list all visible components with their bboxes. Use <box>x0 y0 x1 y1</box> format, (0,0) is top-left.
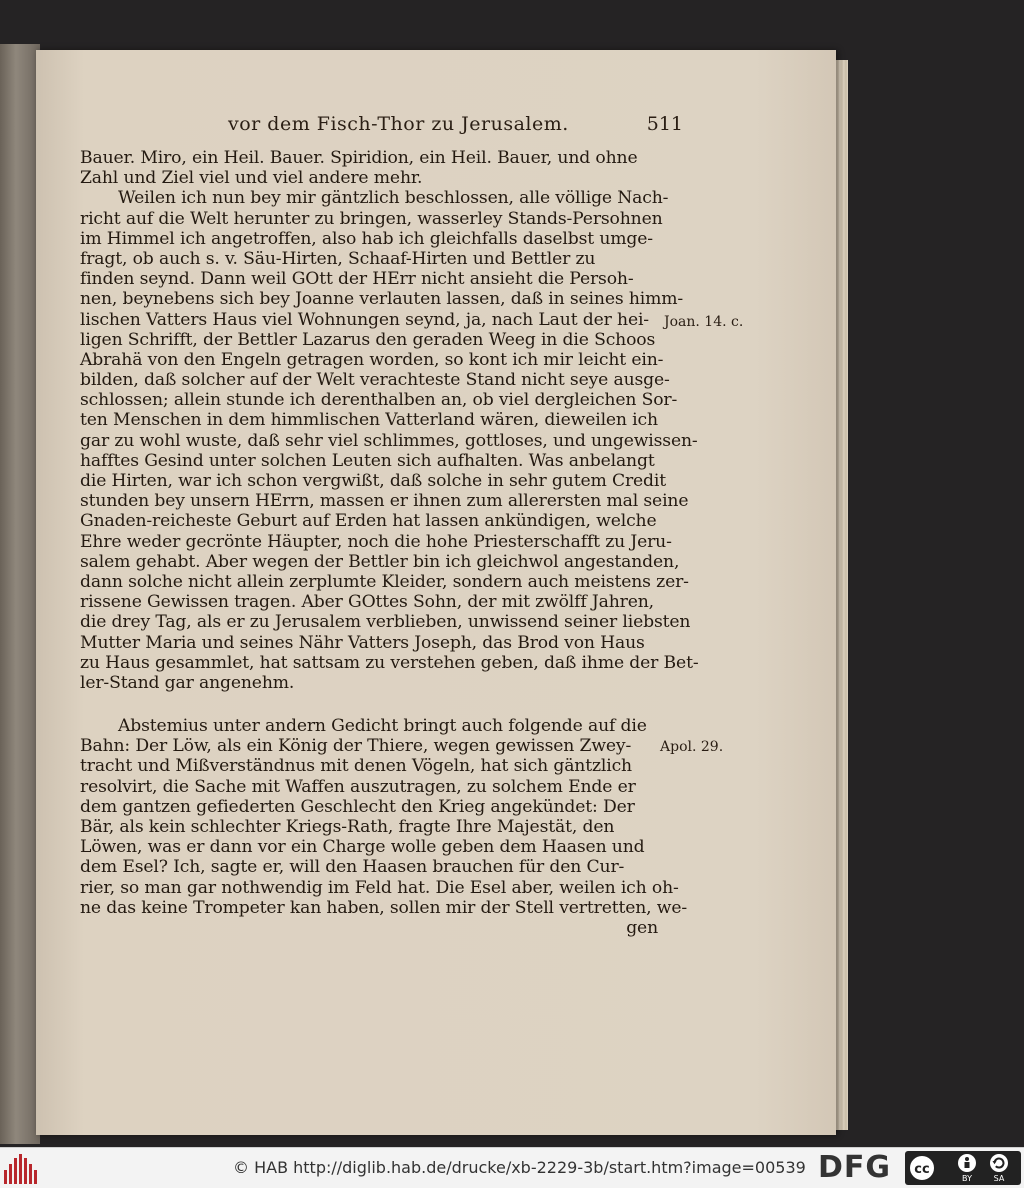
text-line: zu Haus gesammlet, hat sattsam zu verstehen geben, daß ihme der Bet- <box>80 652 699 673</box>
text-line: Bauer. Miro, ein Heil. Bauer. Spiridion, ein Heil. Bauer, und ohne <box>80 148 638 168</box>
text-line: Mutter Maria und seines Nähr Vatters Joseph, das Brod von Haus <box>80 632 645 653</box>
text-line: im Himmel ich angetroffen, also hab ich gleichfalls daselbst umge- <box>80 228 653 249</box>
text-line: Gnaden-reicheste Geburt auf Erden hat lassen ankündigen, welche <box>80 511 657 532</box>
catchword: gen <box>626 917 658 938</box>
text-line: nen, beynebens sich bey Joanne verlauten lassen, daß in seines himm- <box>80 289 684 310</box>
text-line: Löwen, was er dann vor ein Charge wolle geben dem Haasen und <box>80 837 645 858</box>
text-line: dem gantzen gefiederten Geschlecht den Krieg angekündet: Der <box>80 796 635 817</box>
text-line: die Hirten, war ich schon vergwißt, daß solche in sehr gutem Credit <box>80 471 666 491</box>
text-line: Bär, als kein schlechter Kriegs-Rath, fragte Ihre Majestät, den <box>80 817 615 837</box>
margin-note-joan: Joan. 14. c. <box>664 314 744 330</box>
text-line: rissene Gewissen tragen. Aber GOttes Sohn, der mit zwölff Jahren, <box>80 592 654 613</box>
text-line: ligen Schrifft, der Bettler Lazarus den geraden Weeg in die Schoos <box>80 329 656 350</box>
text-line: finden seynd. Dann weil GOtt der HErr nicht ansieht die Persoh- <box>80 269 634 290</box>
text-line: richt auf die Welt herunter zu bringen, wasserley Stands-Persohnen <box>80 208 663 229</box>
text-line: fragt, ob auch s. v. Säu-Hirten, Schaaf-Hirten und Bettler zu <box>80 248 596 269</box>
sa-label: SA <box>993 1174 1005 1183</box>
text-line: Bahn: Der Löw, als ein König der Thiere, wegen gewissen Zwey- <box>80 736 632 757</box>
text-line: schlossen; allein stunde ich derenthalben an, ob viel dergleichen Sor- <box>80 390 678 411</box>
paragraph-1 <box>80 148 670 188</box>
running-head <box>228 113 683 143</box>
text-line: stunden bey unsern HErrn, massen er ihnen zum allerersten mal seine <box>80 491 689 512</box>
by-label: BY <box>962 1174 972 1183</box>
text-line: die drey Tag, als er zu Jerusalem verblieben, unwissend seiner liebsten <box>80 612 691 633</box>
paragraph-3 <box>80 716 688 918</box>
paragraph-2 <box>80 188 699 693</box>
by-icon <box>958 1154 976 1172</box>
text-line: Abstemius unter andern Gedicht bringt auch folgende auf die <box>118 716 647 737</box>
text-line: lischen Vatters Haus viel Wohnungen seynd, ja, nach Laut der hei- <box>80 309 649 330</box>
viewer-footer <box>0 1147 1024 1188</box>
text-line: Ehre weder gecrönte Häupter, noch die hohe Priesterschafft zu Jeru- <box>80 531 672 552</box>
text-line: hafftes Gesind unter solchen Leuten sich aufhalten. Was anbelangt <box>80 450 655 471</box>
text-line: tracht und Mißverständnus mit denen Vögeln, hat sich gäntzlich <box>80 756 632 777</box>
text-line: Abrahä von den Engeln getragen worden, so kont ich mir leicht ein- <box>80 349 664 370</box>
cc-by-sa-badge[interactable] <box>905 1151 1021 1185</box>
text-line: rier, so man gar nothwendig im Feld hat. Die Esel aber, weilen ich oh- <box>80 877 679 898</box>
page-number: 511 <box>646 113 683 135</box>
text-line: ten Menschen in dem himmlischen Vatterland wären, dieweilen ich <box>80 410 658 431</box>
text-line: dem Esel? Ich, sagte er, will den Haasen brauchen für den Cur- <box>80 857 625 878</box>
text-line: gar zu wohl wuste, daß sehr viel schlimmes, gottloses, und ungewissen- <box>80 430 698 451</box>
text-line: dann solche nicht allein zerplumte Kleider, sondern auch meistens zer- <box>80 571 689 592</box>
text-line: Zahl und Ziel viel und viel andere mehr. <box>80 168 423 189</box>
hab-logo <box>4 1152 40 1184</box>
sa-icon <box>990 1154 1008 1172</box>
svg-text:cc: cc <box>914 1162 930 1177</box>
text-line: bilden, daß solcher auf der Welt verachteste Stand nicht seye ausge- <box>80 370 670 391</box>
dfg-logo[interactable]: DFG <box>818 1150 892 1185</box>
copyright-link[interactable]: © HAB http://diglib.hab.de/drucke/xb-2229-3b/start.htm?image=00539 <box>233 1158 806 1177</box>
text-line: salem gehabt. Aber wegen der Bettler bin ich gleichwol angestanden, <box>80 551 680 572</box>
text-line: ne das keine Trompeter kan haben, sollen mir der Stell vertretten, we- <box>80 897 688 918</box>
cc-icon <box>909 1155 935 1181</box>
text-line: Weilen ich nun bey mir gäntzlich beschlossen, alle völlige Nach- <box>118 188 669 209</box>
previous-page-edge <box>0 44 40 1144</box>
running-head-title: vor dem Fisch-Thor zu Jerusalem. <box>228 113 569 135</box>
margin-note-apol: Apol. 29. <box>660 739 724 755</box>
text-line: ler-Stand gar angenehm. <box>80 672 295 693</box>
text-line: resolvirt, die Sache mit Waffen auszutragen, zu solchem Ende er <box>80 776 636 797</box>
